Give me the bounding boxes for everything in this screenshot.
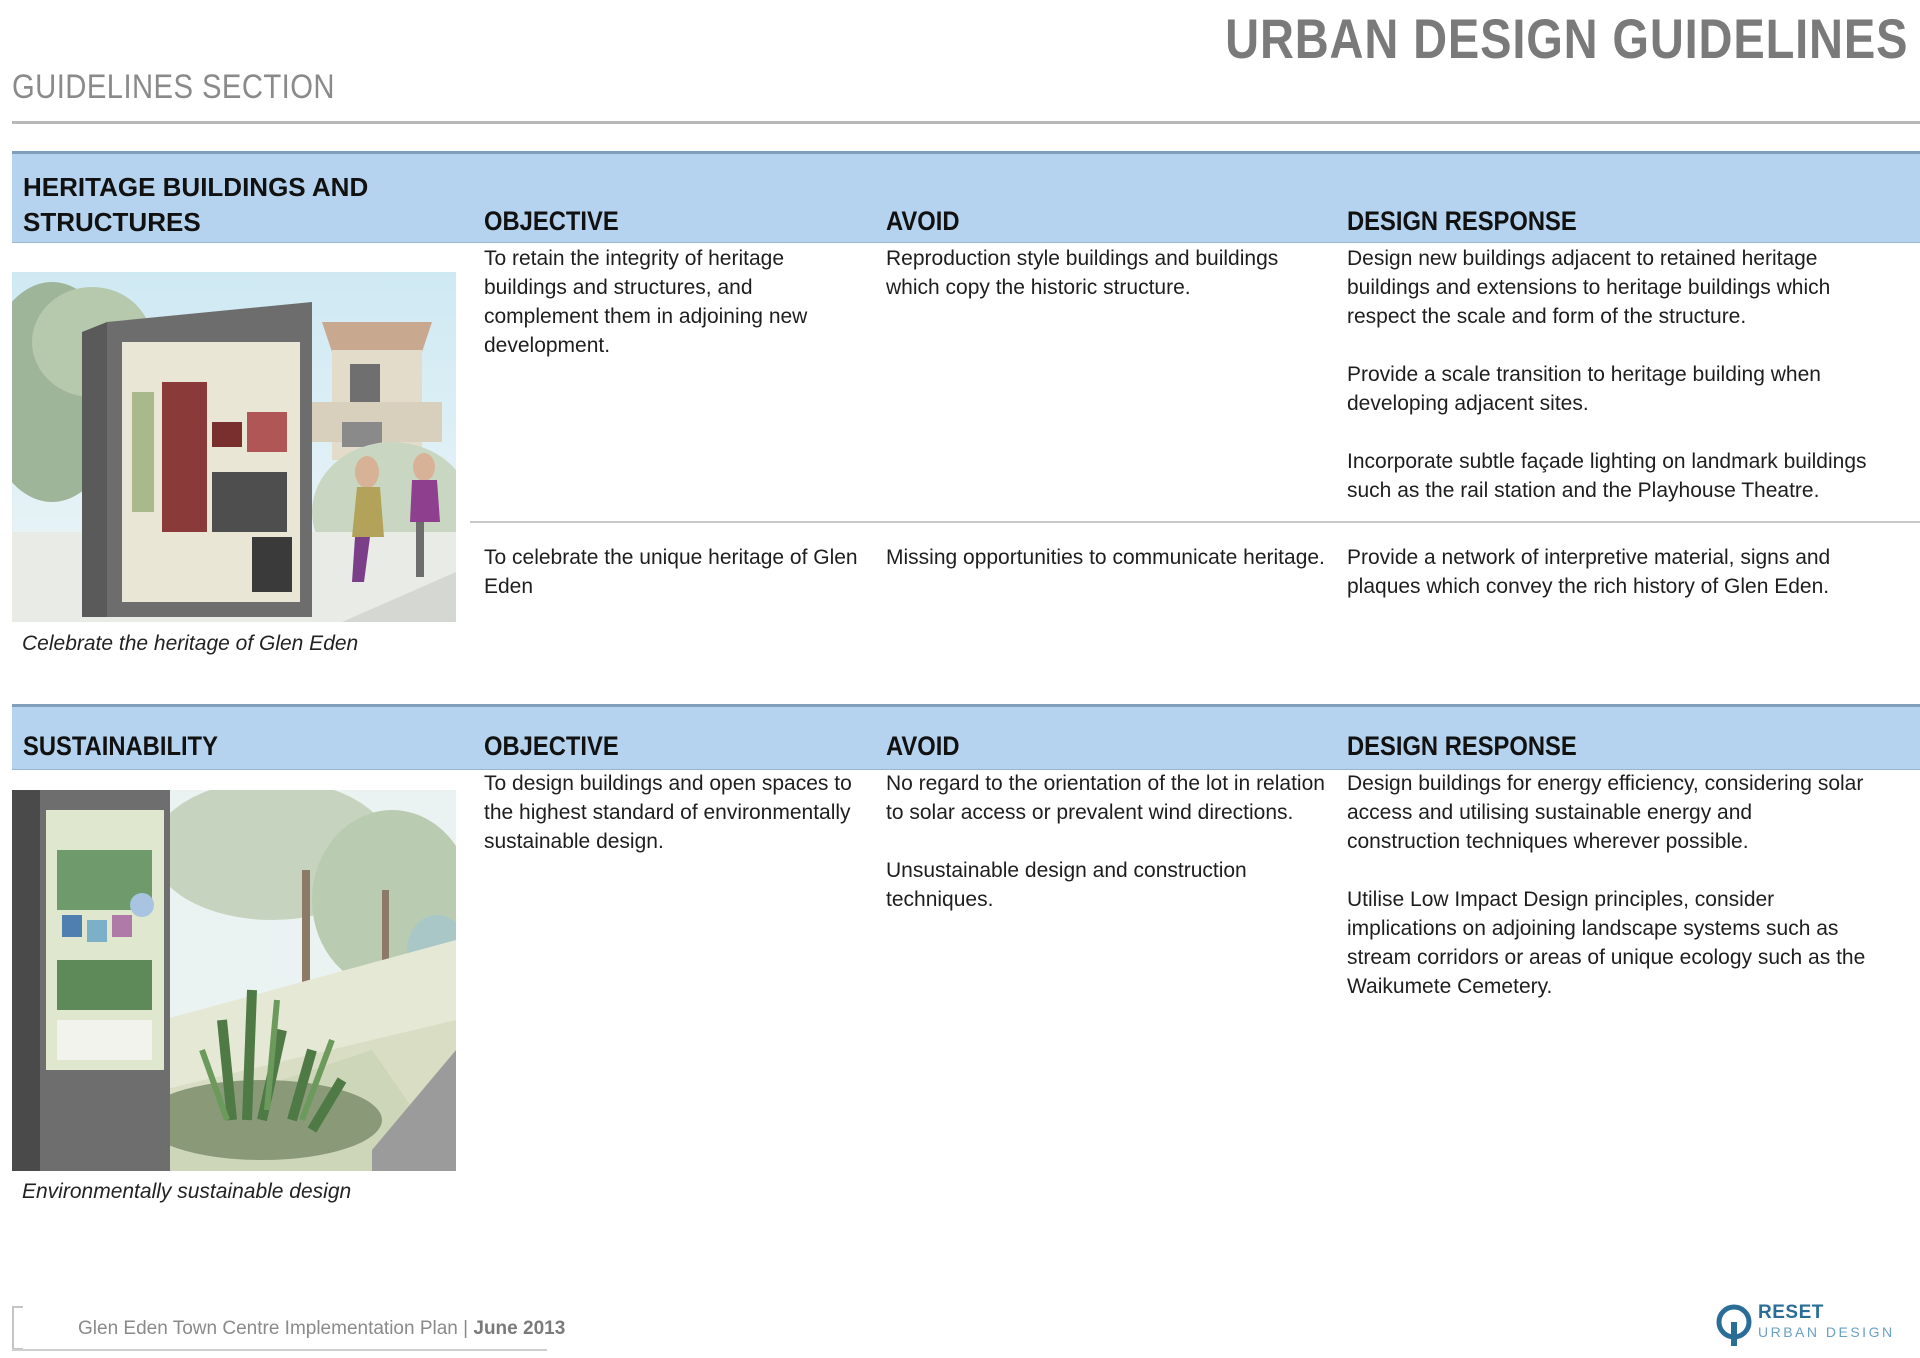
response-text: Design buildings for energy efficiency, considering solar access and utilising sustainable energy and construction techniques wherever possible. bbox=[1347, 772, 1864, 853]
heritage-col-avoid: AVOID bbox=[886, 206, 960, 236]
sustainability-col-avoid: AVOID bbox=[886, 731, 960, 761]
footer-bracket bbox=[12, 1306, 23, 1350]
response-text: Utilise Low Impact Design principles, consider implications on adjoining landscape systems such as stream corridors or areas of unique ecology such as the Waikumete Cemetery. bbox=[1347, 888, 1866, 998]
heritage-header-band bbox=[12, 151, 1920, 243]
sustainability-illustration bbox=[12, 790, 456, 1171]
pin-icon bbox=[1714, 1304, 1754, 1348]
logo-line2: URBAN DESIGN bbox=[1758, 1324, 1895, 1340]
footer-plan: Glen Eden Town Centre Implementation Plan bbox=[78, 1318, 458, 1339]
row-divider bbox=[470, 521, 1920, 523]
footer-date: June 2013 bbox=[473, 1318, 566, 1339]
sustainability-caption: Environmentally sustainable design bbox=[22, 1180, 352, 1203]
sustainability-avoid bbox=[886, 769, 1331, 914]
avoid-text: No regard to the orientation of the lot in relation to solar access or prevalent wind directions. bbox=[886, 772, 1325, 824]
heritage-caption: Celebrate the heritage of Glen Eden bbox=[22, 632, 359, 655]
heritage-col-response: DESIGN RESPONSE bbox=[1347, 206, 1577, 236]
footer-divider bbox=[12, 1349, 547, 1351]
sustainability-col-objective: OBJECTIVE bbox=[484, 731, 619, 761]
sustainability-header-band bbox=[12, 704, 1920, 770]
heritage-heading: HERITAGE BUILDINGS AND STRUCTURES bbox=[23, 172, 369, 237]
sustainability-response bbox=[1347, 769, 1867, 1001]
heritage-row1-avoid bbox=[886, 244, 1331, 302]
footer-text bbox=[78, 1318, 565, 1340]
avoid-text: Reproduction style buildings and buildings which copy the historic structure. bbox=[886, 247, 1279, 299]
logo-line1: RESET bbox=[1758, 1302, 1824, 1323]
response-text: Provide a network of interpretive material, signs and plaques which convey the rich history of Glen Eden. bbox=[1347, 546, 1831, 598]
objective-text: To retain the integrity of heritage buildings and structures, and complement them in adjoining new development. bbox=[484, 247, 808, 357]
objective-text: To design buildings and open spaces to the highest standard of environmentally sustainable design. bbox=[484, 772, 852, 853]
heritage-row2-avoid bbox=[886, 543, 1331, 572]
heritage-row1-response bbox=[1347, 244, 1867, 505]
heritage-row1-objective bbox=[484, 244, 864, 360]
reset-urban-design-logo bbox=[1714, 1300, 1914, 1348]
objective-text: To celebrate the unique heritage of Glen Eden bbox=[484, 546, 858, 598]
sustainability-col-response: DESIGN RESPONSE bbox=[1347, 731, 1577, 761]
page-title: URBAN DESIGN GUIDELINES bbox=[1224, 7, 1908, 70]
heritage-col-objective: OBJECTIVE bbox=[484, 206, 619, 236]
section-label: GUIDELINES SECTION bbox=[12, 68, 335, 106]
heritage-row2-objective bbox=[484, 543, 864, 601]
avoid-text: Missing opportunities to communicate heritage. bbox=[886, 546, 1325, 569]
heritage-row2-response bbox=[1347, 543, 1867, 601]
footer-separator: | bbox=[463, 1318, 469, 1339]
header-divider bbox=[12, 121, 1920, 124]
avoid-text: Unsustainable design and construction techniques. bbox=[886, 859, 1247, 911]
response-text: Provide a scale transition to heritage building when developing adjacent sites. bbox=[1347, 363, 1821, 415]
sustainability-heading: SUSTAINABILITY bbox=[23, 731, 218, 761]
response-text: Incorporate subtle façade lighting on landmark buildings such as the rail station and the Playhouse Theatre. bbox=[1347, 450, 1867, 502]
sustainability-objective bbox=[484, 769, 864, 856]
heritage-illustration bbox=[12, 272, 456, 622]
response-text: Design new buildings adjacent to retained heritage buildings and extensions to heritage buildings which respect the scale and form of the structure. bbox=[1347, 247, 1831, 328]
